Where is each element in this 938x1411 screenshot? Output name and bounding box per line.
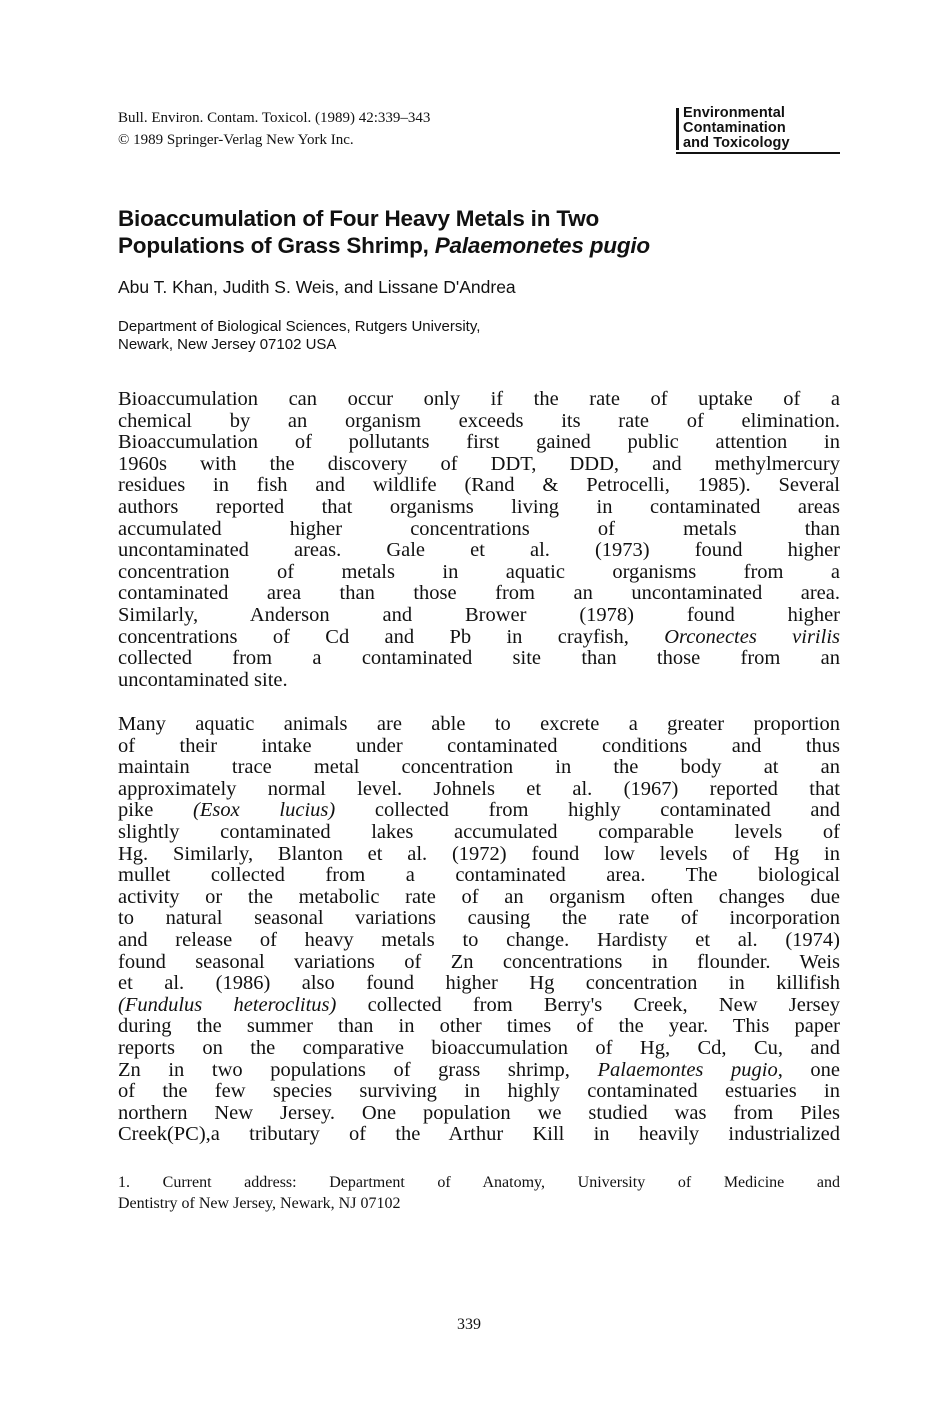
body-line: authors reported that organisms living in contaminated areas <box>118 496 840 518</box>
body-line: accumulated higher concentrations of metals than <box>118 518 840 540</box>
body-line <box>118 800 840 822</box>
body-line: during the summer than in other times of the year. This paper <box>118 1016 840 1038</box>
author-list: Abu T. Khan, Judith S. Weis, and Lissane D'Andrea <box>118 277 516 297</box>
body-line: Similarly, Anderson and Brower (1978) found higher <box>118 604 840 626</box>
body-line: and release of heavy metals to change. Hardisty et al. (1974) <box>118 929 840 951</box>
logo-line-2: Contamination <box>683 120 786 136</box>
species-name: (Fundulus heteroclitus) <box>118 994 337 1016</box>
species-name: Orconectes virilis <box>664 626 840 648</box>
species-name: Palaemontes pugio <box>597 1059 778 1081</box>
species-name: (Esox lucius) <box>193 800 336 822</box>
body-line: residues in fish and wildlife (Rand & Petrocelli, 1985). Several <box>118 475 840 497</box>
citation-line-2: © 1989 Springer-Verlag New York Inc. <box>118 132 354 148</box>
body-line: Hg. Similarly, Blanton et al. (1972) found low levels of Hg in <box>118 843 840 865</box>
affiliation-line-2: Newark, New Jersey 07102 USA <box>118 336 337 353</box>
paragraph-2 <box>118 714 840 1146</box>
body-line: maintain trace metal concentration in the body at an <box>118 757 840 779</box>
body-line <box>118 995 840 1017</box>
affiliation <box>118 318 480 354</box>
text-segment: , one <box>777 1059 840 1081</box>
body-line: et al. (1986) also found higher Hg concentration in killifish <box>118 973 840 995</box>
body-line: Creek(PC),a tributary of the Arthur Kill in heavily industrialized <box>118 1124 840 1146</box>
title-line-1: Bioaccumulation of Four Heavy Metals in Two <box>118 206 600 231</box>
page-number: 339 <box>457 1316 481 1333</box>
body-line: reports on the comparative bioaccumulation of Hg, Cd, Cu, and <box>118 1037 840 1059</box>
body-line <box>118 627 840 649</box>
text-segment: pike <box>118 800 154 822</box>
body-line <box>118 1060 840 1082</box>
body-line: uncontaminated areas. Gale et al. (1973) found higher <box>118 540 840 562</box>
logo-line-3: and Toxicology <box>683 135 790 151</box>
footnote <box>118 1172 840 1214</box>
body-line: 1960s with the discovery of DDT, DDD, and methylmercury <box>118 453 840 475</box>
body-line: to natural seasonal variations causing the rate of incorporation <box>118 908 840 930</box>
body-line: collected from a contaminated site than those from an <box>118 648 840 670</box>
text-segment: collected from highly contaminated and <box>374 800 840 822</box>
text-segment: collected from Berry's Creek, New Jersey <box>367 994 840 1016</box>
journal-logo <box>676 106 840 154</box>
text-segment: Zn in two populations of grass shrimp, <box>118 1059 570 1081</box>
footnote-line-2: Dentistry of New Jersey, Newark, NJ 07102 <box>118 1195 401 1212</box>
body-line: contaminated area than those from an uncontaminated area. <box>118 583 840 605</box>
body-line: concentration of metals in aquatic organisms from a <box>118 561 840 583</box>
body-line: mullet collected from a contaminated area. The biological <box>118 865 840 887</box>
logo-spine <box>676 108 683 150</box>
body-line: Bioaccumulation can occur only if the rate of uptake of a <box>118 389 840 410</box>
article-title <box>118 205 838 259</box>
citation-line-1: Bull. Environ. Contam. Toxicol. (1989) 42:339–343 <box>118 110 431 126</box>
body-line: chemical by an organism exceeds its rate of elimination. <box>118 410 840 432</box>
footnote-line-1: 1. Current address: Department of Anatomy, University of Medicine and <box>118 1174 840 1191</box>
affiliation-line-1: Department of Biological Sciences, Rutgers University, <box>118 318 481 335</box>
text-segment: concentrations of Cd and Pb in crayfish, <box>118 626 629 648</box>
logo-line-1: Environmental <box>683 105 786 121</box>
body-line: of the few species surviving in highly contaminated estuaries in <box>118 1081 840 1103</box>
title-species-name: Palaemonetes pugio <box>434 233 650 258</box>
body-line: activity or the metabolic rate of an organism often changes due <box>118 886 840 908</box>
body-line: approximately normal level. Johnels et al. (1967) reported that <box>118 778 840 800</box>
title-line-2-prefix: Populations of Grass Shrimp, <box>118 233 435 258</box>
body-line: Bioaccumulation of pollutants first gained public attention in <box>118 432 840 454</box>
body-line: Many aquatic animals are able to excrete a greater proportion <box>118 714 840 735</box>
body-line: uncontaminated site. <box>118 669 288 691</box>
citation-header <box>118 107 430 151</box>
body-line: northern New Jersey. One population we studied was from Piles <box>118 1102 840 1124</box>
title-line-2 <box>118 232 838 259</box>
body-line: of their intake under contaminated conditions and thus <box>118 735 840 757</box>
paragraph-1 <box>118 389 840 691</box>
body-line: slightly contaminated lakes accumulated comparable levels of <box>118 821 840 843</box>
body-line: found seasonal variations of Zn concentrations in flounder. Weis <box>118 951 840 973</box>
